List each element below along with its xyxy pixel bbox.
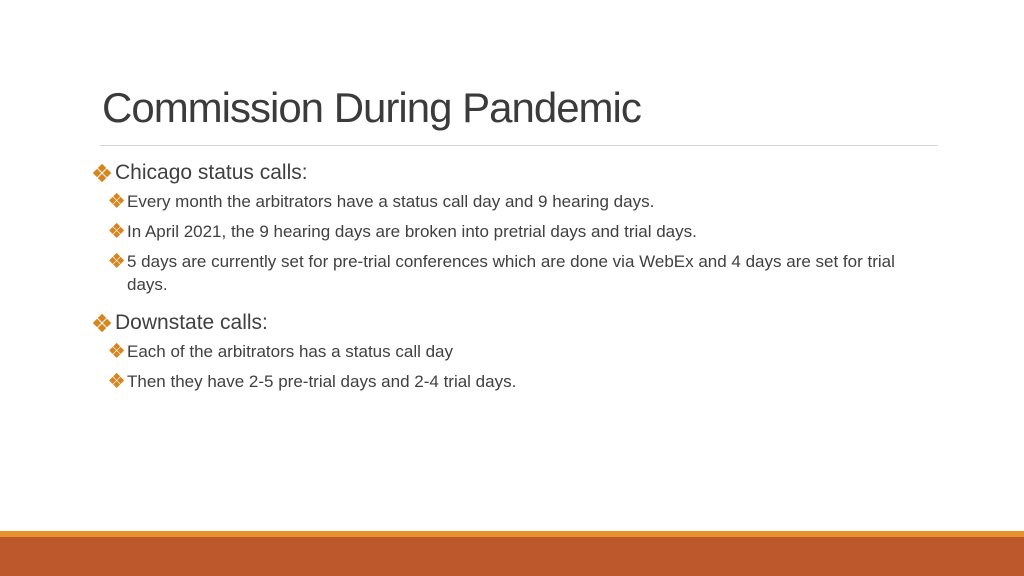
section-heading: Chicago status calls:: [115, 161, 308, 184]
list-item: [110, 220, 934, 243]
list-item: [110, 370, 934, 393]
list-item-text: Every month the arbitrators have a status call day and 9 hearing days.: [127, 192, 655, 211]
list-item-text: 5 days are currently set for pre-trial conferences which are done via WebEx and 4 days are set for trial days.: [127, 252, 895, 294]
slide-title: Commission During Pandemic: [102, 84, 641, 131]
section-heading-row: [94, 160, 934, 186]
list-item-text: Then they have 2-5 pre-trial days and 2-4 trial days.: [127, 372, 517, 391]
diamond-bullet-icon: [94, 315, 110, 331]
diamond-bullet-icon: [110, 224, 124, 238]
section-heading: Downstate calls:: [115, 311, 268, 334]
title-divider: [100, 145, 938, 146]
section-chicago: [94, 160, 934, 296]
section-downstate: [94, 310, 934, 393]
diamond-bullet-icon: [110, 254, 124, 268]
diamond-bullet-icon: [110, 194, 124, 208]
list-item: [110, 190, 934, 213]
footer-bar: [0, 537, 1024, 576]
diamond-bullet-icon: [94, 165, 110, 181]
list-item-text: Each of the arbitrators has a status call day: [127, 342, 454, 361]
diamond-bullet-icon: [110, 344, 124, 358]
list-item: [110, 340, 934, 363]
diamond-bullet-icon: [110, 374, 124, 388]
list-item: [110, 250, 934, 296]
list-item-text: In April 2021, the 9 hearing days are broken into pretrial days and trial days.: [127, 222, 697, 241]
section-heading-row: [94, 310, 934, 336]
slide-content: [94, 160, 934, 407]
